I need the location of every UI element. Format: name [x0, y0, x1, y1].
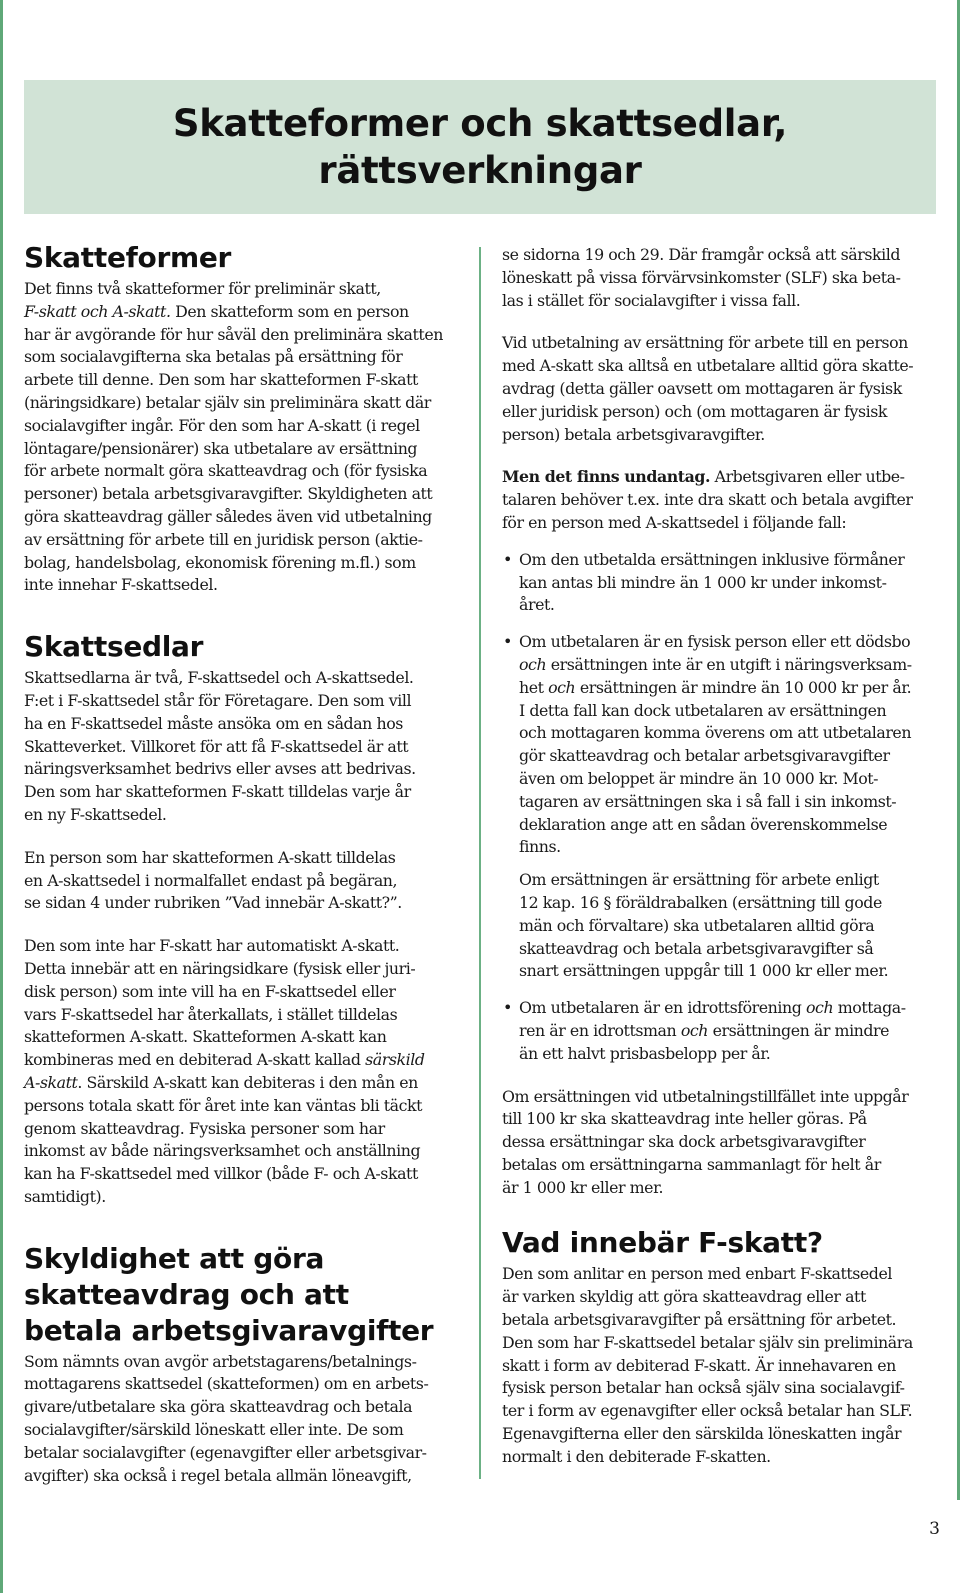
text-run: Arbetsgivaren eller utbe- talaren behöver t.ex. inte dra skatt och betala avgifter för en person med A-skattsedel i följande fall: [502, 467, 913, 532]
italic-run: och [680, 1020, 708, 1040]
list-item-subparagraph: Om ersättningen är ersättning för arbete enligt 12 kap. 16 § föräldrabalken (ersättning till gode män och förvaltare) ska utbetalaren alltid göra skatteavdrag och betala arbetsgivaravgifter så snart ersättningen uppgår till 1 000 kr eller mer. [519, 870, 889, 981]
exception-list [502, 549, 938, 1066]
heading-vad-innebar-f-skatt: Vad innebär F-skatt? [502, 1226, 823, 1260]
paragraph-a-skattsedel: En person som har skatteformen A-skatt tilldelas en A-skattsedel i normalfallet endast på begäran, se sidan 4 under rubriken ”Vad innebär A-skatt?”. [24, 847, 402, 913]
text-run: ersättningen är mindre än 10 000 kr per år. I detta fall kan dock utbetalaren av ersättningen och mottagaren komma överens om att utbetalaren gör skatteavdrag och betalar arbetsgivaravgifter även om beloppet är mindre än 10 000 kr. Mot- tagaren av ersättningen ska i så fall i sin inkomst- deklaration ange att en sådan överenskommelse finns. [519, 677, 912, 857]
list-item-text: • Om den utbetalda ersättningen inklusive förmåner kan antas bli mindre än 1 000 kr under inkomst- året. [519, 549, 905, 615]
list-item [502, 549, 938, 617]
title-banner [24, 80, 936, 214]
text-run: . Särskild A-skatt kan debiteras i den mån en persons totala skatt för året inte kan väntas bli täckt genom skatteavdrag. Fysiska personer som har inkomst av både näringsverksamhet och anställning kan ha F-skattsedel med villkor (både F- och A-skatt samtidigt). [24, 1072, 423, 1206]
paragraph-f-skatt: Den som anlitar en person med enbart F-skattsedel är varken skyldig att göra skatteavdrag eller att betala arbetsgivaravgifter på ersättning för arbetet. Den som har F-skattsedel betalar själv sin preliminära skatt i form av debiterad F-skatt. Är innehavaren en fysisk person betalar han också själv sina socialavgif- ter i form av egenavgifter eller också betalar han SLF. Egenavgifterna eller den särskilda löneskatten ingår normalt i den debiterade F-skatten. [502, 1264, 913, 1466]
paragraph-100-kr: Om ersättningen vid utbetalningstillfället inte uppgår till 100 kr ska skatteavdrag inte heller göras. På dessa ersättningar ska dock arbetsgivaravgifter betalas om ersättningarna sammanlagt för helt år är 1 000 kr eller mer. [502, 1086, 909, 1197]
list-item-text [519, 631, 938, 859]
paragraph-skatteformer [24, 278, 456, 597]
text-run: ersättningen är mindre än ett halvt prisbasbelopp per år. [519, 1020, 890, 1063]
paragraph-slf: se sidorna 19 och 29. Där framgår också att särskild löneskatt på vissa förvärvsinkomster (SLF) ska beta- las i stället för socialavgifter i vissa fall. [502, 245, 901, 310]
italic-run: F-skatt och A-skatt. [24, 301, 171, 321]
paragraph-skattsedlar: Skattsedlarna är två, F-skattsedel och A-skattsedel. F:et i F-skattsedel står för Företagare. Den som vill ha en F-skattsedel måste ansöka om en sådan hos Skatteverket. Villkoret för att få F-skattsedel är att näringsverksamhet bedrivs eller avses att bedrivas. Den som har skatteformen F-skatt tilldelas varje år en ny F-skattsedel. [24, 668, 416, 824]
italic-run: och [519, 654, 547, 674]
italic-run: särskild A-skatt [24, 1050, 425, 1092]
text-run: Den skatteform som en person har är avgörande för hur såväl den preliminära skatten som socialavgifterna ska betalas på ersättning för arbete till denne. Den som har skatteformen F-skatt (näringsidkare) betalar själv sin preliminära skatt där socialavgifter ingår. För den som har A-skatt (i regel löntagare/pensionärer) ska utbetalare av ersättning för arbete normalt göra skatteavdrag och (för fysiska personer) betala arbetsgivaravgifter. Skyldigheten att göra skatteavdrag gäller således även vid utbetalning av ersättning för arbete till en juridisk person (aktie- bolag, handelsbolag, ekonomisk förening m.fl.) som inte innehar F-skattsedel. [24, 301, 443, 595]
heading-skatteformer: Skatteformer [24, 241, 232, 274]
list-item [502, 631, 938, 983]
heading-skattsedlar: Skattsedlar [24, 630, 204, 664]
page-title-line-2: rättsverkningar [318, 149, 642, 192]
paragraph-automatisk-a-skatt [24, 935, 456, 1209]
list-item-text [519, 997, 938, 1065]
italic-run: och [805, 998, 834, 1018]
text-run: Den som inte har F-skatt har automatiskt A-skatt. Detta innebär att en näringsidkare (fysisk eller juri- disk person) som inte vill ha en F-skattsedel eller vars F-skattsedel har återkallats, i stället tilldelas skatteformen A-skatt. Skatteformen A-skatt kan kombineras med en debiterad A-skatt kallad [24, 936, 416, 1070]
page-number: 3 [929, 1519, 940, 1539]
page-title-line-1: Skatteformer och skattsedlar, [172, 102, 788, 145]
list-item [502, 997, 938, 1065]
paragraph-undantag [502, 466, 938, 534]
paragraph-skyldighet: Som nämnts ovan avgör arbetstagarens/betalnings- mottagarens skattsedel (skatteformen) om en arbets- givare/utbetalare ska göra skatteavdrag och betala socialavgifter/särskild löneskatt eller inte. De som betalar socialavgifter (egenavgifter eller arbetsgivar- avgifter) ska också i regel betala allmän löneavgift, [24, 1351, 429, 1485]
text-run: mottaga- ren är en idrottsman [519, 998, 906, 1040]
text-run: Om utbetalaren är en fysisk person eller ett dödsbo [519, 632, 911, 652]
italic-run: och [548, 677, 576, 697]
heading-skyldighet: Skyldighet att göra skatteavdrag och att betala arbetsgivaravgifter [24, 1241, 434, 1347]
text-run: Det finns två skatteformer för preliminär skatt, [24, 279, 381, 298]
text-run: Om utbetalaren är en idrottsförening [519, 998, 806, 1018]
left-column [24, 240, 456, 1487]
bold-run: Men det finns undantag. [502, 467, 711, 487]
text-run: ersättningen inte är en utgift i näringsverksam- het [519, 654, 912, 697]
left-edge-rule [0, 0, 3, 1593]
right-column [502, 244, 938, 1469]
paragraph-utbetalning: Vid utbetalning av ersättning för arbete till en person med A-skatt ska alltså en utbetalare alltid göra skatte- avdrag (detta gäller oavsett om mottagaren är fysisk eller juridisk person) och (om mottagaren är fysisk person) betala arbetsgivaravgifter. [502, 333, 914, 444]
column-divider [479, 247, 481, 1479]
